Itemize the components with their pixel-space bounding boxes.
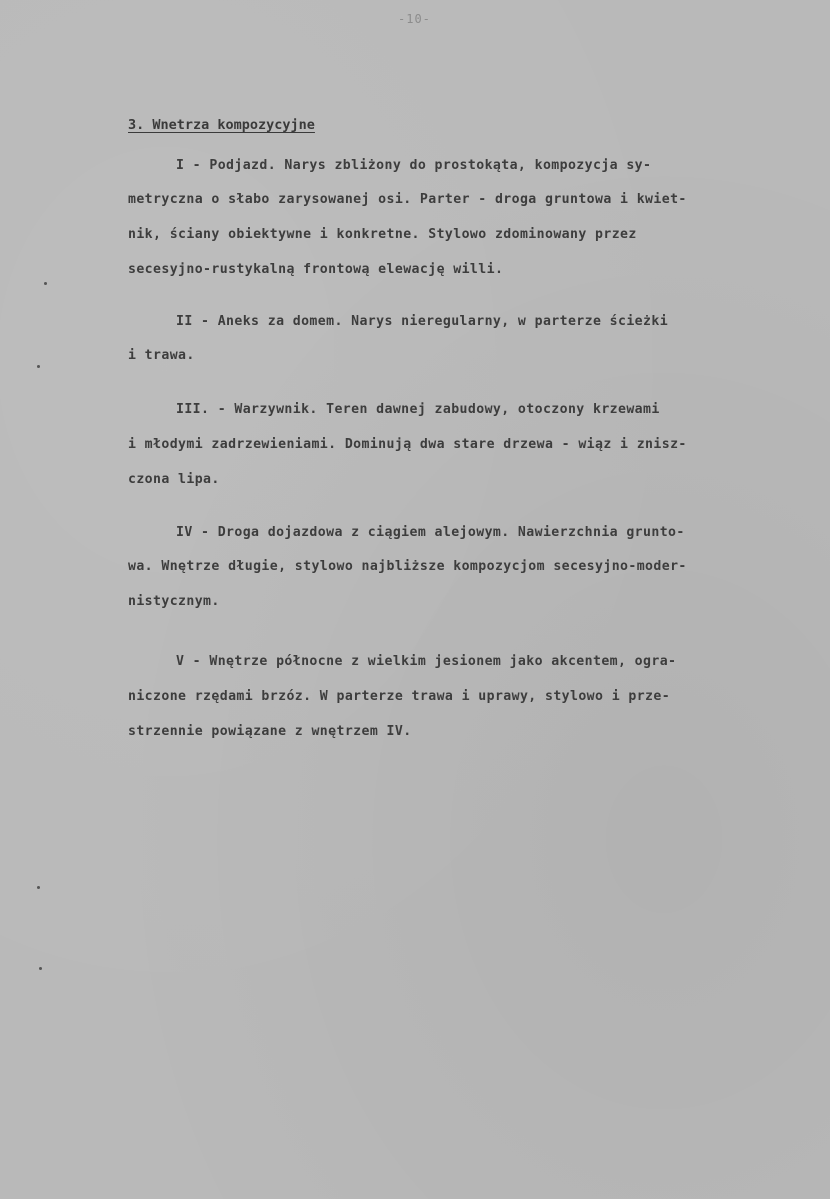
scan-speck xyxy=(37,365,40,368)
paragraph-3-line-1: III. - Warzywnik. Teren dawnej zabudowy, otoczony krzewami xyxy=(176,402,660,417)
paragraph-1-line-2: metryczna o słabo zarysowanej osi. Parter - droga gruntowa i kwiet- xyxy=(128,192,687,207)
paragraph-3-line-2: i młodymi zadrzewieniami. Dominują dwa stare drzewa - wiąz i znisz- xyxy=(128,437,687,452)
paragraph-5-line-1: V - Wnętrze północne z wielkim jesionem jako akcentem, ogra- xyxy=(176,654,677,669)
paragraph-2-line-1: II - Aneks za domem. Narys nieregularny, w parterze ścieżki xyxy=(176,314,669,329)
paragraph-1-line-3: nik, ściany obiektywne i konkretne. Stylowo zdominowany przez xyxy=(128,227,637,242)
paragraph-2-line-2: i trawa. xyxy=(128,348,195,363)
paragraph-4-line-3: nistycznym. xyxy=(128,594,220,609)
scan-speck xyxy=(37,886,40,889)
paragraph-5-line-2: niczone rzędami brzóz. W parterze trawa i uprawy, stylowo i prze- xyxy=(128,689,671,704)
scan-speck xyxy=(44,282,47,285)
paragraph-3-line-3: czona lipa. xyxy=(128,472,220,487)
paragraph-1-line-1: I - Podjazd. Narys zbliżony do prostokąta, kompozycja sy- xyxy=(176,158,652,173)
paragraph-4-line-2: wa. Wnętrze długie, stylowo najbliższe kompozycjom secesyjno-moder- xyxy=(128,559,687,574)
paragraph-4-line-1: IV - Droga dojazdowa z ciągiem alejowym. Nawierzchnia grunto- xyxy=(176,525,685,540)
paragraph-5-line-3: strzennie powiązane z wnętrzem IV. xyxy=(128,724,412,739)
paragraph-1-line-4: secesyjno-rustykalną frontową elewację willi. xyxy=(128,262,504,277)
section-heading: 3. Wnetrza kompozycyjne xyxy=(128,117,315,133)
scan-speck xyxy=(39,967,42,970)
page-number: -10- xyxy=(398,12,431,26)
